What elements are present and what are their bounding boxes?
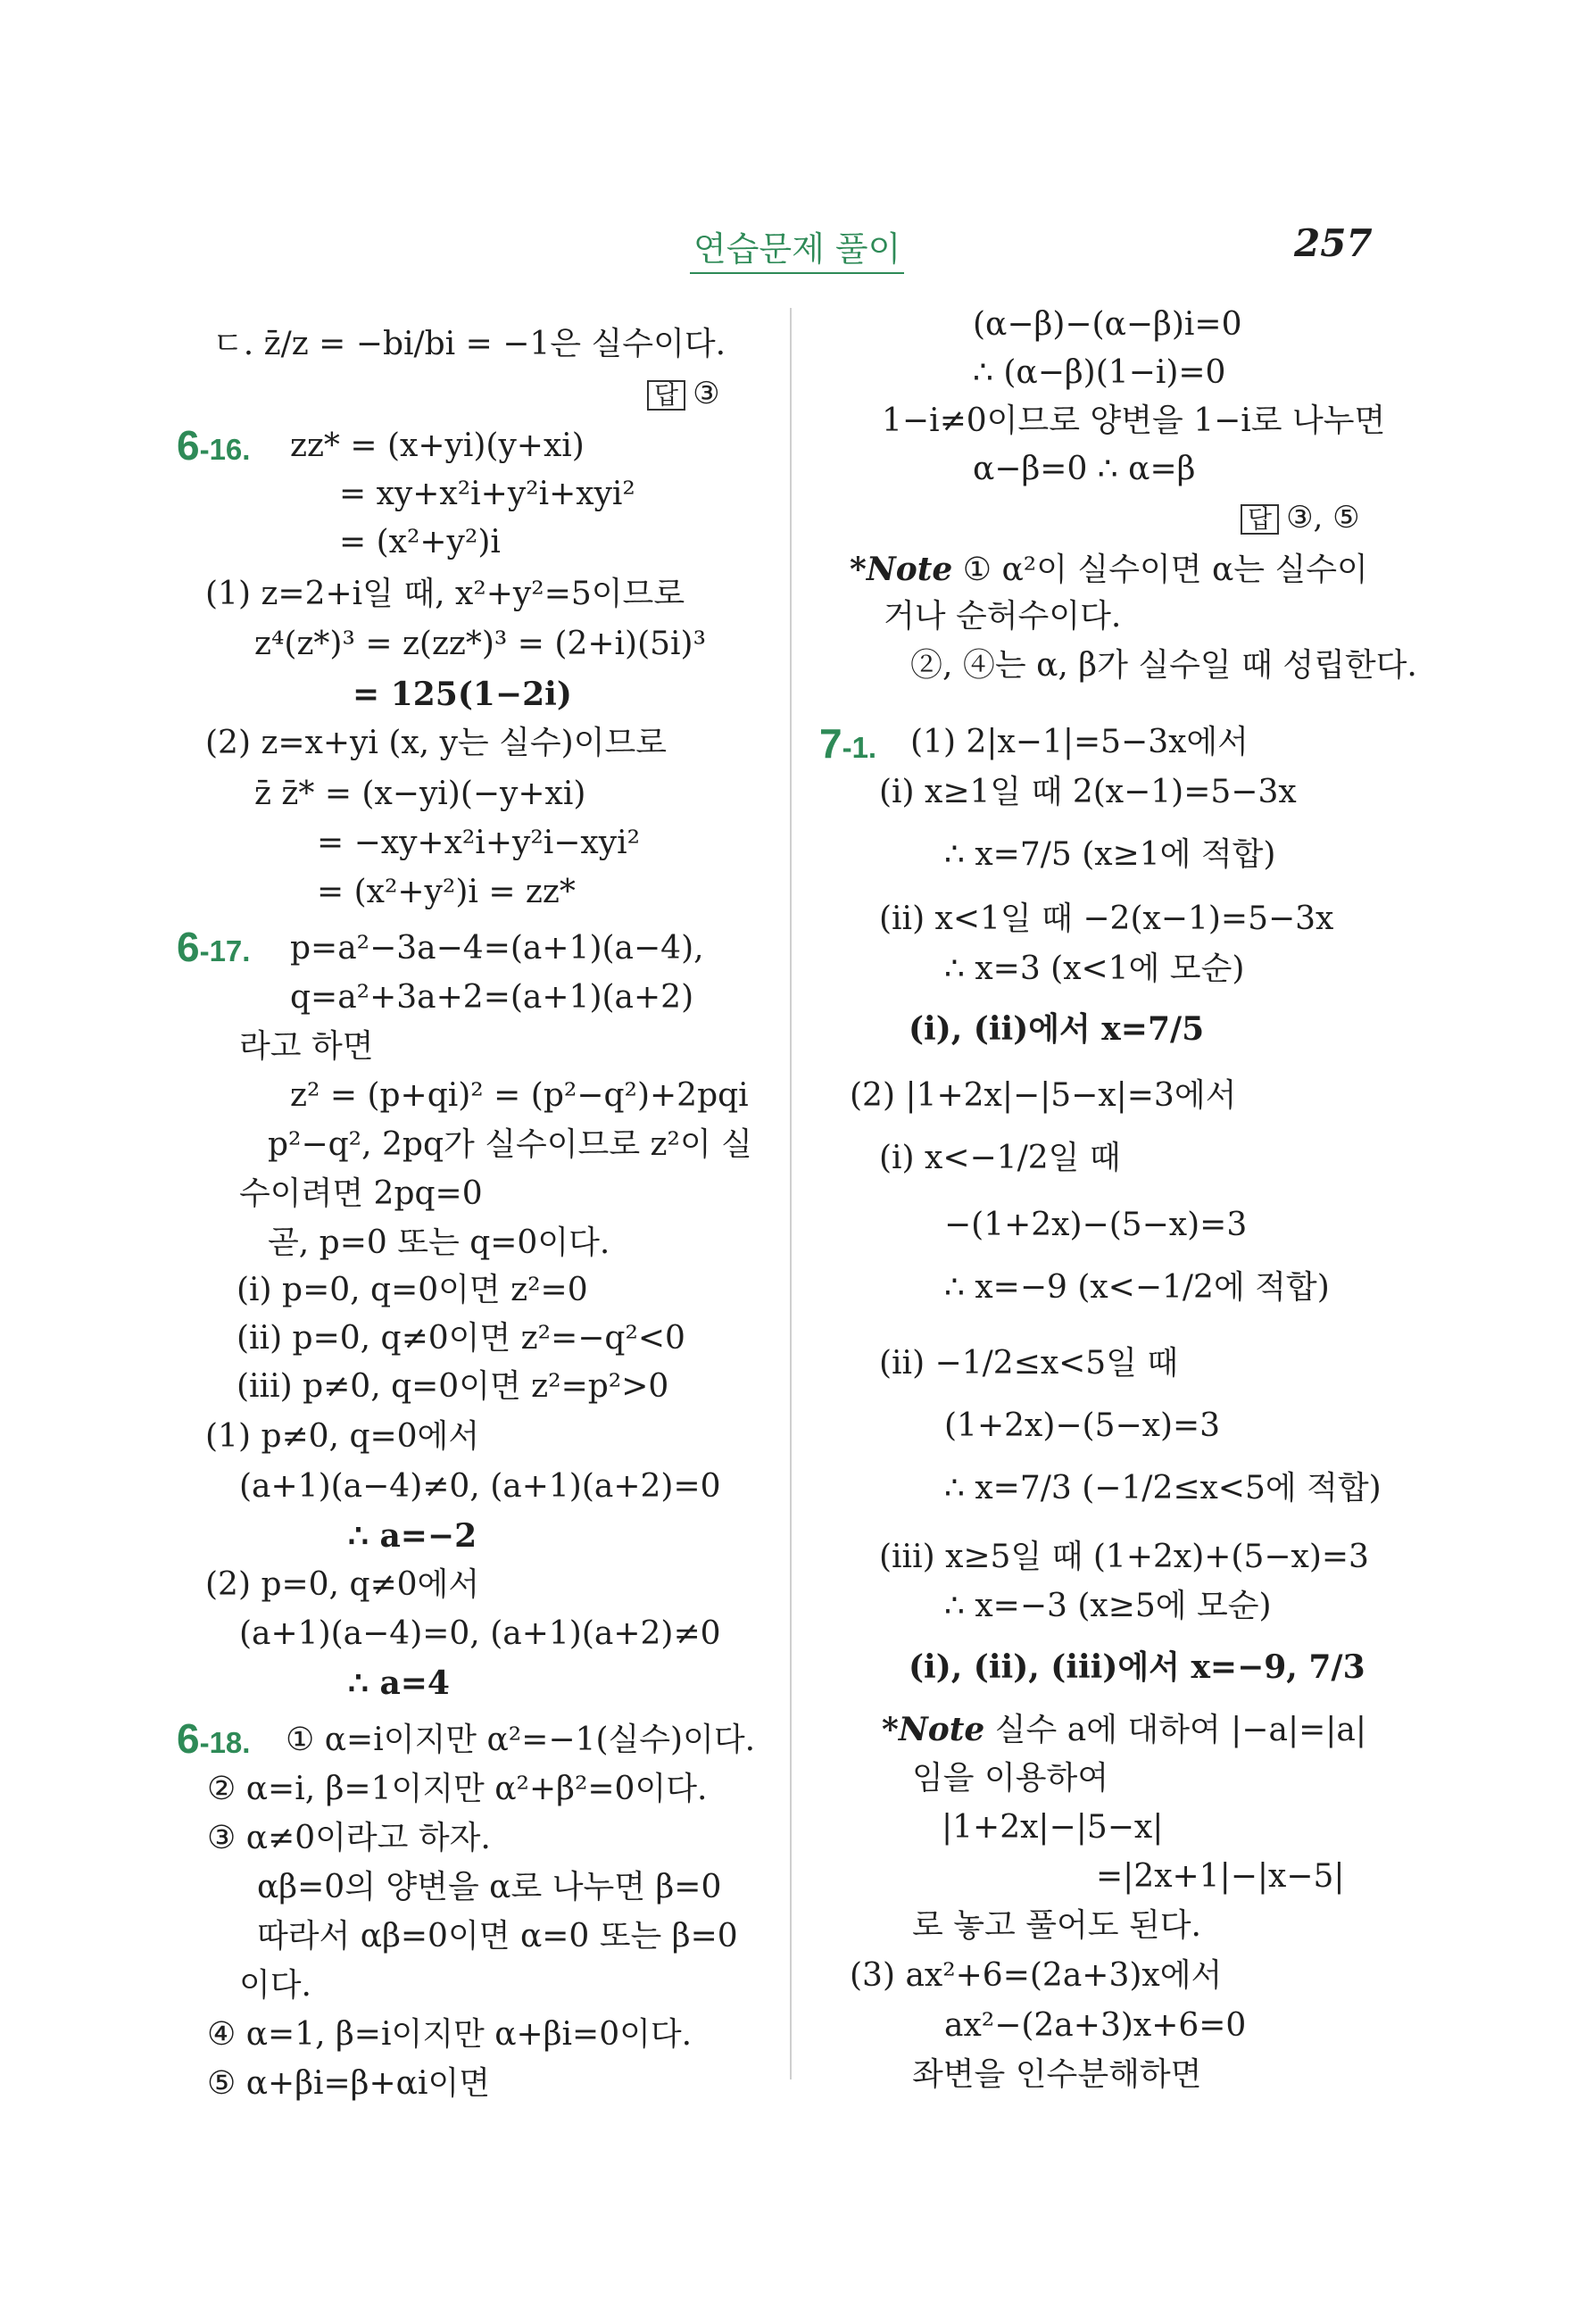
text-line	[882, 1711, 1366, 1748]
text-line: 곧, p=0 또는 q=0이다.	[268, 1224, 610, 1261]
text-line: 따라서 αβ=0이면 α=0 또는 β=0	[257, 1918, 738, 1955]
text-line: ① α=i이지만 α²=−1(실수)이다.	[286, 1722, 756, 1758]
answer-box	[647, 378, 720, 411]
note-text: 실수 a에 대하여 |−a|=|a|	[994, 1712, 1366, 1748]
text-line: = xy+x²i+y²i+xyi²	[339, 476, 635, 512]
note-text: ① α²이 실수이면 α는 실수이	[962, 552, 1368, 588]
text-line: |1+2x|−|5−x|	[942, 1809, 1164, 1846]
text-line: ④ α=1, β=i이지만 α+βi=0이다.	[207, 2016, 693, 2053]
text-line: (iii) p≠0, q=0이면 z²=p²>0	[237, 1368, 669, 1405]
text-line: (ii) p=0, q≠0이면 z²=−q²<0	[237, 1320, 685, 1357]
page-title: 연습문제 풀이	[690, 221, 904, 274]
answer-label: 답	[1241, 504, 1279, 535]
text-line: (2) p=0, q≠0에서	[205, 1566, 480, 1603]
text-line: (i), (ii), (iii)에서 x=−9, 7/3	[909, 1648, 1365, 1686]
text-line: (iii) x≥5일 때 (1+2x)+(5−x)=3	[879, 1539, 1369, 1575]
text-line: (a+1)(a−4)≠0, (a+1)(a+2)=0	[239, 1468, 721, 1505]
text-line: 거나 순허수이다.	[884, 598, 1122, 635]
problem-number: 6-17.	[177, 924, 251, 970]
text-line: (3) ax²+6=(2a+3)x에서	[850, 1957, 1223, 1994]
note-label: *Note	[850, 551, 953, 588]
answer-label: 답	[647, 380, 685, 411]
text-line: ∴ x=7/5 (x≥1에 적합)	[944, 836, 1276, 873]
column-divider	[790, 308, 792, 2079]
text-line: (1) 2|x−1|=5−3x에서	[910, 724, 1249, 760]
text-line: ∴ x=3 (x<1에 모순)	[944, 950, 1245, 987]
text-line: (i) x≥1일 때 2(x−1)=5−3x	[879, 774, 1297, 810]
text-line: 이다.	[239, 1967, 311, 2004]
text-line: ∴ (α−β)(1−i)=0	[973, 354, 1226, 391]
text-line: 라고 하면	[239, 1028, 374, 1065]
text-line: 로 놓고 풀어도 된다.	[912, 1907, 1201, 1944]
problem-number: 6-16.	[177, 422, 251, 469]
text-line: ② α=i, β=1이지만 α²+β²=0이다.	[207, 1771, 708, 1807]
text-line: 좌변을 인수분해하면	[912, 2056, 1202, 2093]
text-line: (i) x<−1/2일 때	[879, 1140, 1121, 1176]
text-line: q=a²+3a+2=(a+1)(a+2)	[290, 979, 694, 1016]
text-line: (2) z=x+yi (x, y는 실수)이므로	[205, 725, 668, 761]
text-line	[850, 553, 1368, 586]
text-line: z̄ z̄* = (x−yi)(−y+xi)	[254, 776, 586, 812]
answer-value: ③	[693, 376, 720, 411]
text-line: (2) |1+2x|−|5−x|=3에서	[850, 1077, 1237, 1114]
text-line: (1) z=2+i일 때, x²+y²=5이므로	[205, 576, 685, 612]
text-line: = (x²+y²)i = zz*	[317, 874, 576, 910]
text-line: (1) p≠0, q=0에서	[205, 1418, 480, 1455]
text-line: −(1+2x)−(5−x)=3	[944, 1207, 1248, 1243]
text-line: zz* = (x+yi)(y+xi)	[290, 427, 585, 464]
text-line: (ii) −1/2≤x<5일 때	[879, 1345, 1179, 1382]
text-line: ∴ x=7/3 (−1/2≤x<5에 적합)	[944, 1470, 1382, 1506]
text-line: αβ=0의 양변을 α로 나누면 β=0	[257, 1869, 722, 1905]
page-number: 257	[1294, 221, 1373, 265]
text-line: p²−q², 2pq가 실수이므로 z²이 실	[268, 1126, 752, 1163]
text-line: ∴ a=4	[348, 1664, 450, 1702]
text-line: (ii) x<1일 때 −2(x−1)=5−3x	[879, 901, 1334, 937]
text-line: ∴ x=−9 (x<−1/2에 적합)	[944, 1269, 1330, 1306]
text-line: ∴ a=−2	[348, 1517, 477, 1555]
answer-box	[1241, 502, 1360, 535]
text-line: 임을 이용하여	[912, 1760, 1109, 1797]
problem-number: 7-1.	[819, 720, 877, 767]
text-line: (i) p=0, q=0이면 z²=0	[237, 1272, 588, 1308]
text-line: z⁴(z*)³ = z(zz*)³ = (2+i)(5i)³	[254, 626, 707, 662]
answer-value: ③, ⑤	[1286, 500, 1360, 535]
text-line: = (x²+y²)i	[339, 524, 501, 560]
text-line: = −xy+x²i+y²i−xyi²	[317, 825, 641, 861]
text-line: p=a²−3a−4=(a+1)(a−4),	[290, 930, 704, 967]
text-line: (a+1)(a−4)=0, (a+1)(a+2)≠0	[239, 1615, 721, 1652]
text-line: ②, ④는 α, β가 실수일 때 성립한다.	[910, 647, 1417, 684]
text-line: 수이려면 2pq=0	[239, 1175, 483, 1212]
text-line: (α−β)−(α−β)i=0	[973, 306, 1242, 343]
text-line: ∴ x=−3 (x≥5에 모순)	[944, 1588, 1272, 1624]
text-line: α−β=0 ∴ α=β	[973, 451, 1196, 487]
note-label: *Note	[882, 1711, 985, 1748]
text-line: ③ α≠0이라고 하자.	[207, 1820, 491, 1856]
problem-number: 6-18.	[177, 1715, 251, 1762]
text-line: = 125(1−2i)	[353, 676, 572, 713]
text-line: (i), (ii)에서 x=7/5	[909, 1010, 1205, 1048]
text-line: ax²−(2a+3)x+6=0	[944, 2007, 1247, 2044]
text-line: ⑤ α+βi=β+αi이면	[207, 2065, 491, 2102]
text-line: 1−i≠0이므로 양변을 1−i로 나누면	[882, 403, 1386, 439]
text-line: z² = (p+qi)² = (p²−q²)+2pqi	[290, 1077, 749, 1114]
text-line: =|2x+1|−|x−5|	[1096, 1858, 1345, 1895]
text-line: (1+2x)−(5−x)=3	[944, 1407, 1221, 1444]
text-line: ㄷ. z̄/z = −bi/bi = −1은 실수이다.	[212, 326, 726, 362]
